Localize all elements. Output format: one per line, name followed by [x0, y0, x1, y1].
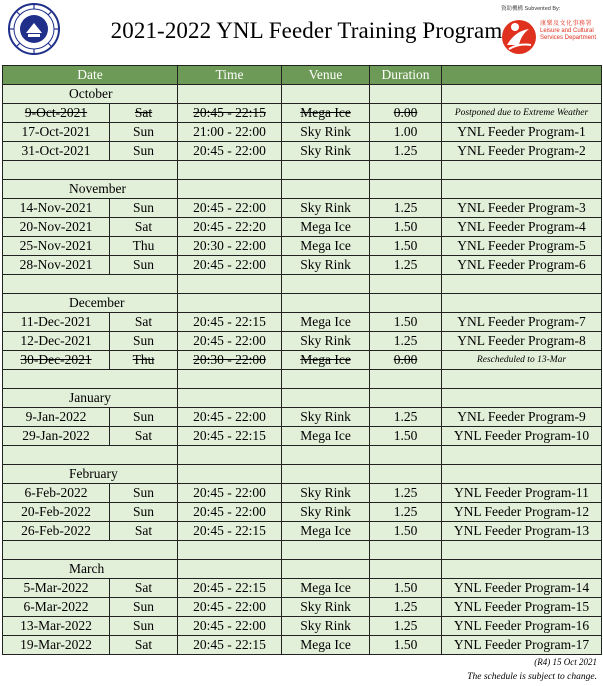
- empty-cell: [442, 446, 602, 465]
- session-date: 9-Oct-2021: [3, 104, 110, 123]
- empty-cell: [282, 446, 370, 465]
- empty-cell: [178, 541, 282, 560]
- session-program: YNL Feeder Program-9: [442, 408, 602, 427]
- empty-cell: [3, 161, 178, 180]
- session-row: [3, 256, 602, 275]
- header-program: [442, 66, 602, 85]
- session-date: 6-Mar-2022: [3, 598, 110, 617]
- session-date: 12-Dec-2021: [3, 332, 110, 351]
- session-day: Thu: [110, 237, 178, 256]
- month-row: [3, 180, 602, 199]
- session-day: Sat: [110, 218, 178, 237]
- session-duration: 1.25: [370, 256, 442, 275]
- empty-cell: [282, 465, 370, 484]
- empty-cell: [442, 389, 602, 408]
- session-date: 19-Mar-2022: [3, 636, 110, 655]
- session-duration: 1.50: [370, 218, 442, 237]
- session-row: [3, 598, 602, 617]
- month-row: [3, 294, 602, 313]
- session-duration: 1.25: [370, 408, 442, 427]
- session-venue: Mega Ice: [282, 427, 370, 446]
- session-duration: 1.50: [370, 579, 442, 598]
- session-program: YNL Feeder Program-7: [442, 313, 602, 332]
- session-venue: Sky Rink: [282, 142, 370, 161]
- month-label: March: [3, 560, 178, 579]
- empty-cell: [178, 465, 282, 484]
- session-day: Sun: [110, 199, 178, 218]
- session-time: 20:45 - 22:00: [178, 503, 282, 522]
- session-duration: 1.50: [370, 427, 442, 446]
- session-row: [3, 427, 602, 446]
- session-program: YNL Feeder Program-12: [442, 503, 602, 522]
- session-time: 20:45 - 22:00: [178, 332, 282, 351]
- session-venue: Mega Ice: [282, 579, 370, 598]
- session-venue: Mega Ice: [282, 351, 370, 370]
- session-time: 20:45 - 22:15: [178, 313, 282, 332]
- empty-cell: [3, 446, 178, 465]
- empty-cell: [370, 446, 442, 465]
- session-venue: Sky Rink: [282, 484, 370, 503]
- session-time: 20:45 - 22:00: [178, 256, 282, 275]
- session-program: YNL Feeder Program-4: [442, 218, 602, 237]
- session-duration: 1.00: [370, 123, 442, 142]
- session-duration: 1.50: [370, 237, 442, 256]
- session-venue: Sky Rink: [282, 503, 370, 522]
- empty-cell: [370, 560, 442, 579]
- empty-cell: [178, 85, 282, 104]
- session-day: Sat: [110, 636, 178, 655]
- month-label: October: [3, 85, 178, 104]
- session-time: 20:45 - 22:00: [178, 199, 282, 218]
- session-day: Sun: [110, 484, 178, 503]
- spacer-row: [3, 275, 602, 294]
- session-row: [3, 522, 602, 541]
- empty-cell: [370, 180, 442, 199]
- session-time: 20:45 - 22:15: [178, 427, 282, 446]
- session-date: 20-Nov-2021: [3, 218, 110, 237]
- session-date: 25-Nov-2021: [3, 237, 110, 256]
- session-time: 20:45 - 22:15: [178, 636, 282, 655]
- lcsd-name-zh: 康樂及文化事務署: [540, 21, 593, 27]
- session-date: 14-Nov-2021: [3, 199, 110, 218]
- empty-cell: [370, 370, 442, 389]
- month-row: [3, 85, 602, 104]
- session-duration: 1.25: [370, 199, 442, 218]
- page-title: 2021-2022 YNL Feeder Training Program: [110, 18, 503, 43]
- empty-cell: [178, 161, 282, 180]
- session-day: Sun: [110, 256, 178, 275]
- header-duration: Duration: [370, 66, 442, 85]
- session-row: [3, 237, 602, 256]
- empty-cell: [282, 389, 370, 408]
- empty-cell: [282, 541, 370, 560]
- lcsd-name: [540, 21, 600, 42]
- session-duration: 1.50: [370, 522, 442, 541]
- disclaimer-note: The schedule is subject to change.: [467, 672, 597, 682]
- month-label: February: [3, 465, 178, 484]
- empty-cell: [442, 560, 602, 579]
- session-day: Sun: [110, 503, 178, 522]
- session-program: YNL Feeder Program-17: [442, 636, 602, 655]
- session-venue: Sky Rink: [282, 598, 370, 617]
- lcsd-name-en-1: Leisure and Cultural: [540, 28, 594, 34]
- empty-cell: [442, 275, 602, 294]
- header-time: Time: [178, 66, 282, 85]
- spacer-row: [3, 370, 602, 389]
- session-venue: Mega Ice: [282, 104, 370, 123]
- session-duration: 1.50: [370, 636, 442, 655]
- empty-cell: [282, 370, 370, 389]
- month-label: November: [3, 180, 178, 199]
- page-header: [0, 0, 603, 62]
- session-venue: Sky Rink: [282, 256, 370, 275]
- session-row: [3, 617, 602, 636]
- session-venue: Mega Ice: [282, 636, 370, 655]
- empty-cell: [442, 180, 602, 199]
- session-day: Sun: [110, 408, 178, 427]
- session-time: 20:45 - 22:00: [178, 142, 282, 161]
- empty-cell: [178, 560, 282, 579]
- session-date: 5-Mar-2022: [3, 579, 110, 598]
- empty-cell: [370, 541, 442, 560]
- month-label: December: [3, 294, 178, 313]
- session-date: 26-Feb-2022: [3, 522, 110, 541]
- empty-cell: [178, 389, 282, 408]
- empty-cell: [442, 85, 602, 104]
- session-time: 20:45 - 22:00: [178, 408, 282, 427]
- subvented-by-label: 資助機構 Subvented By:: [501, 6, 561, 12]
- session-day: Sun: [110, 332, 178, 351]
- schedule-body: [3, 85, 602, 655]
- session-date: 28-Nov-2021: [3, 256, 110, 275]
- session-program: YNL Feeder Program-11: [442, 484, 602, 503]
- session-venue: Sky Rink: [282, 408, 370, 427]
- session-row: [3, 579, 602, 598]
- month-label: January: [3, 389, 178, 408]
- month-row: [3, 560, 602, 579]
- empty-cell: [370, 275, 442, 294]
- session-duration: 1.25: [370, 617, 442, 636]
- session-row: [3, 484, 602, 503]
- cancelled-session-row: [3, 351, 602, 370]
- session-row: [3, 142, 602, 161]
- session-time: 20:45 - 22:00: [178, 484, 282, 503]
- empty-cell: [3, 275, 178, 294]
- session-program: YNL Feeder Program-6: [442, 256, 602, 275]
- session-program: Rescheduled to 13-Mar: [442, 351, 602, 370]
- lcsd-logo-icon: [501, 15, 537, 57]
- session-row: [3, 332, 602, 351]
- session-date: 13-Mar-2022: [3, 617, 110, 636]
- session-program: YNL Feeder Program-3: [442, 199, 602, 218]
- empty-cell: [370, 85, 442, 104]
- session-time: 20:45 - 22:00: [178, 617, 282, 636]
- session-row: [3, 313, 602, 332]
- session-time: 20:45 - 22:15: [178, 104, 282, 123]
- empty-cell: [3, 370, 178, 389]
- empty-cell: [282, 161, 370, 180]
- session-duration: 1.25: [370, 332, 442, 351]
- empty-cell: [282, 275, 370, 294]
- session-date: 11-Dec-2021: [3, 313, 110, 332]
- session-day: Sun: [110, 142, 178, 161]
- session-day: Thu: [110, 351, 178, 370]
- empty-cell: [178, 446, 282, 465]
- table-header-row: [3, 66, 602, 85]
- session-date: 9-Jan-2022: [3, 408, 110, 427]
- header-date: Date: [3, 66, 178, 85]
- session-program: YNL Feeder Program-14: [442, 579, 602, 598]
- spacer-row: [3, 161, 602, 180]
- session-day: Sat: [110, 104, 178, 123]
- session-venue: Sky Rink: [282, 199, 370, 218]
- session-venue: Sky Rink: [282, 123, 370, 142]
- empty-cell: [282, 85, 370, 104]
- session-row: [3, 408, 602, 427]
- session-time: 20:30 - 22:00: [178, 351, 282, 370]
- empty-cell: [282, 294, 370, 313]
- session-program: YNL Feeder Program-16: [442, 617, 602, 636]
- session-date: 17-Oct-2021: [3, 123, 110, 142]
- session-date: 30-Dec-2021: [3, 351, 110, 370]
- header-venue: Venue: [282, 66, 370, 85]
- empty-cell: [442, 541, 602, 560]
- session-time: 20:45 - 22:15: [178, 579, 282, 598]
- empty-cell: [370, 294, 442, 313]
- session-program: Postponed due to Extreme Weather: [442, 104, 602, 123]
- session-duration: 0.00: [370, 104, 442, 123]
- session-date: 6-Feb-2022: [3, 484, 110, 503]
- session-program: YNL Feeder Program-5: [442, 237, 602, 256]
- session-row: [3, 503, 602, 522]
- spacer-row: [3, 541, 602, 560]
- spacer-row: [3, 446, 602, 465]
- session-program: YNL Feeder Program-15: [442, 598, 602, 617]
- session-duration: 1.50: [370, 313, 442, 332]
- session-venue: Sky Rink: [282, 617, 370, 636]
- session-day: Sun: [110, 598, 178, 617]
- empty-cell: [3, 541, 178, 560]
- session-time: 20:30 - 22:00: [178, 237, 282, 256]
- session-date: 31-Oct-2021: [3, 142, 110, 161]
- session-day: Sat: [110, 522, 178, 541]
- session-duration: 1.25: [370, 503, 442, 522]
- session-time: 21:00 - 22:00: [178, 123, 282, 142]
- session-day: Sun: [110, 123, 178, 142]
- session-venue: Sky Rink: [282, 332, 370, 351]
- session-row: [3, 636, 602, 655]
- cancelled-session-row: [3, 104, 602, 123]
- session-program: YNL Feeder Program-8: [442, 332, 602, 351]
- session-venue: Mega Ice: [282, 313, 370, 332]
- session-day: Sat: [110, 427, 178, 446]
- session-venue: Mega Ice: [282, 522, 370, 541]
- empty-cell: [178, 275, 282, 294]
- month-row: [3, 465, 602, 484]
- session-date: 29-Jan-2022: [3, 427, 110, 446]
- empty-cell: [178, 180, 282, 199]
- session-date: 20-Feb-2022: [3, 503, 110, 522]
- empty-cell: [442, 370, 602, 389]
- empty-cell: [442, 161, 602, 180]
- revision-note: (R4) 15 Oct 2021: [534, 657, 597, 667]
- session-time: 20:45 - 22:20: [178, 218, 282, 237]
- schedule-table: [2, 65, 602, 655]
- session-row: [3, 218, 602, 237]
- empty-cell: [178, 294, 282, 313]
- empty-cell: [370, 161, 442, 180]
- month-row: [3, 389, 602, 408]
- empty-cell: [282, 180, 370, 199]
- session-time: 20:45 - 22:00: [178, 598, 282, 617]
- session-row: [3, 123, 602, 142]
- empty-cell: [370, 389, 442, 408]
- session-day: Sat: [110, 313, 178, 332]
- session-day: Sun: [110, 617, 178, 636]
- empty-cell: [370, 465, 442, 484]
- session-duration: 1.25: [370, 598, 442, 617]
- session-program: YNL Feeder Program-10: [442, 427, 602, 446]
- session-day: Sat: [110, 579, 178, 598]
- lcsd-name-en-2: Services Department: [540, 35, 597, 41]
- empty-cell: [282, 560, 370, 579]
- session-time: 20:45 - 22:15: [178, 522, 282, 541]
- session-program: YNL Feeder Program-2: [442, 142, 602, 161]
- session-venue: Mega Ice: [282, 237, 370, 256]
- empty-cell: [178, 370, 282, 389]
- session-duration: 0.00: [370, 351, 442, 370]
- empty-cell: [442, 294, 602, 313]
- session-program: YNL Feeder Program-1: [442, 123, 602, 142]
- session-venue: Mega Ice: [282, 218, 370, 237]
- empty-cell: [442, 465, 602, 484]
- session-row: [3, 199, 602, 218]
- session-program: YNL Feeder Program-13: [442, 522, 602, 541]
- session-duration: 1.25: [370, 484, 442, 503]
- session-duration: 1.25: [370, 142, 442, 161]
